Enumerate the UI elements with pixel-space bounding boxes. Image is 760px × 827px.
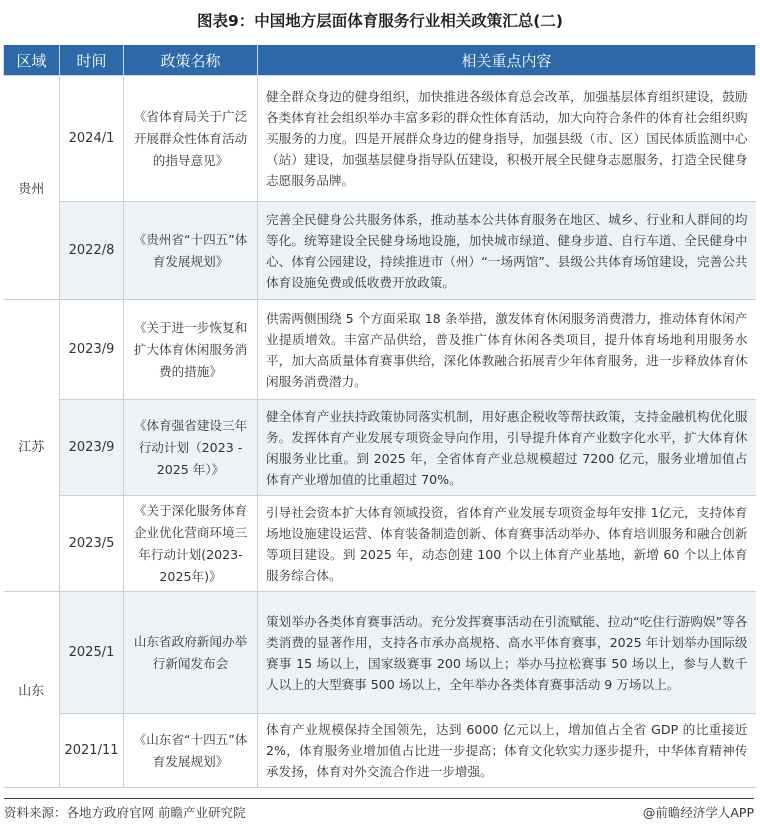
header-region: 区域 (4, 45, 60, 76)
content-cell: 体育产业规模保持全国领先，达到 6000 亿元以上，增加值占全省 GDP 的比重接近 2%，体育服务业增加值占比进一步提高；体育文化软实力逐步提升，中华体育精神传承发扬，体育对外交流合作进一步增强。 (258, 714, 756, 788)
policy-table (3, 45, 756, 788)
region-cell-guizhou: 贵州 (4, 76, 60, 300)
time-cell: 2022/8 (60, 202, 124, 300)
table-row (4, 76, 756, 202)
content-cell: 健全体育产业扶持政策协同落实机制，用好惠企税收等帮扶政策，支持金融机构优化服务。发挥体育产业发展专项资金导向作用，引导提升体育产业数字化水平，扩大体育休闲服务业比重。到 2025 年，全省体育产业总规模超过 7200 亿元，服务业增加值占体育产业增加值的比重超过 70%。 (258, 400, 756, 496)
content-cell: 健全群众身边的健身组织，加快推进各级体育总会改革，加强基层体育组织建设，鼓励各类体育社会组织举办丰富多彩的群众性体育活动，加大向符合条件的体育社会组织购买服务的力度。四是开展群众身边的健身指导，加强县级（市、区）国民体质监测中心（站）建设，加强基层健身指导队伍建设，积极开展全民健身志愿服务，打造全民健身志愿服务品牌。 (258, 76, 756, 202)
time-cell: 2021/11 (60, 714, 124, 788)
region-cell-jiangsu: 江苏 (4, 300, 60, 592)
source-note: 资料来源：各地方政府官网 前瞻产业研究院 (4, 805, 246, 820)
content-cell: 策划举办各类体育赛事活动。充分发挥赛事活动在引流赋能、拉动“吃住行游购娱”等各类消费的显著作用，支持各市承办高规格、高水平体育赛事，2025 年计划举办国际级赛事 15 场以上，国家级赛事 200 场以上；举办马拉松赛事 50 场以上，参与人数千人以上的大型赛事 500 场以上，全年举办各类体育赛事活动 9 万场以上。 (258, 592, 756, 714)
page-title: 图表9：中国地方层面体育服务行业相关政策汇总(二) (197, 12, 563, 30)
table-row (4, 202, 756, 300)
time-cell: 2023/5 (60, 496, 124, 592)
policy-name-cell: 《体育强省建设三年行动计划（2023 - 2025 年）》 (124, 400, 258, 496)
region-cell-shandong: 山东 (4, 592, 60, 788)
time-cell: 2023/9 (60, 300, 124, 400)
table-row (4, 496, 756, 592)
table-row (4, 592, 756, 714)
policy-name-cell: 《贵州省“十四五”体育发展规划》 (124, 202, 258, 300)
content-cell: 供需两侧围绕 5 个方面采取 18 条举措，激发体育休闲服务消费潜力，推动体育休闲产业提质增效。丰富产品供给，普及推广体育休闲各类项目，提升体育场地利用服务水平，加大高质量体育赛事供给，深化体教融合拓展青少年体育服务，进一步释放体育休闲服务消费潜力。 (258, 300, 756, 400)
time-cell: 2023/9 (60, 400, 124, 496)
content-cell: 完善全民健身公共服务体系，推动基本公共体育服务在地区、城乡、行业和人群间的均等化。统筹建设全民健身场地设施，加快城市绿道、健身步道、自行车道、全民健身中心、体育公园建设，持续推进市（州）“一场两馆”、县级公共体育场馆建设，完善公共体育设施免费或低收费开放政策。 (258, 202, 756, 300)
header-time: 时间 (60, 45, 124, 76)
policy-name-cell: 《省体育局关于广泛开展群众性体育活动的指导意见》 (124, 76, 258, 202)
time-cell: 2024/1 (60, 76, 124, 202)
table-row (4, 300, 756, 400)
time-cell: 2025/1 (60, 592, 124, 714)
table-row (4, 714, 756, 788)
policy-name-cell: 山东省政府新闻办举行新闻发布会 (124, 592, 258, 714)
policy-name-cell: 《山东省“十四五”体育发展规划》 (124, 714, 258, 788)
content-cell: 引导社会资本扩大体育领域投资，省体育产业发展专项资金每年安排 1亿元，支持体育场地设施建设运营、体育装备制造创新、体育赛事活动举办、体育培训服务和融合创新等项目建设。到 2025 年，动态创建 100 个以上体育产业基地，新增 60 个以上体育服务综合体。 (258, 496, 756, 592)
policy-name-cell: 《关于进一步恢复和扩大体育休闲服务消费的措施》 (124, 300, 258, 400)
footer (4, 798, 754, 819)
table-row (4, 400, 756, 496)
policy-name-cell: 《关于深化服务体育企业优化营商环境三年行动计划(2023-2025年)》 (124, 496, 258, 592)
table-header-row (4, 45, 756, 76)
header-policy: 政策名称 (124, 45, 258, 76)
header-content: 相关重点内容 (258, 45, 756, 76)
brand-credit: @前瞻经济学人APP (642, 805, 754, 820)
